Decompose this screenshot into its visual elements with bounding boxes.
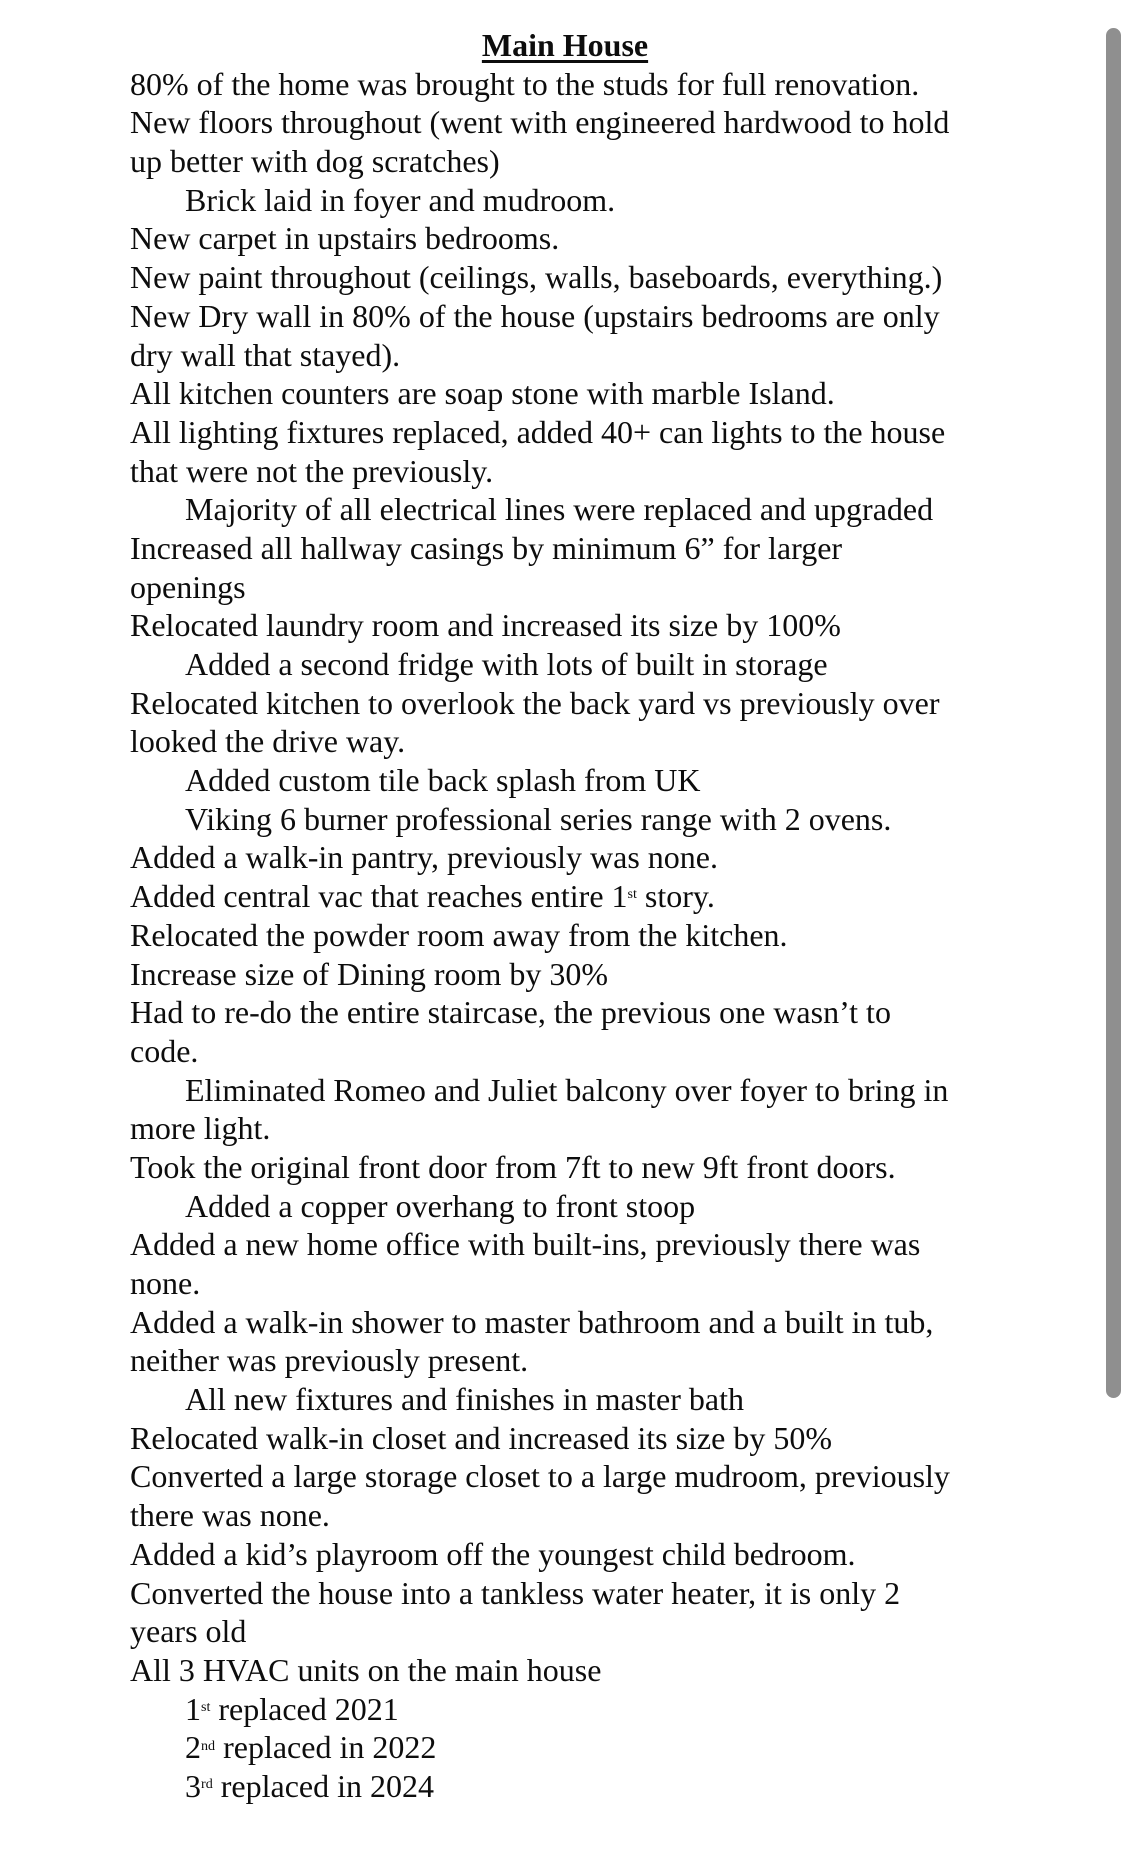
text-line bbox=[130, 645, 1083, 684]
text-segment: looked the drive way. bbox=[130, 723, 406, 760]
text-line bbox=[130, 1303, 1083, 1342]
text-segment: Viking 6 burner professional series range with 2 ovens. bbox=[185, 800, 892, 837]
text-line bbox=[130, 1148, 1083, 1187]
text-segment: Relocated laundry room and increased its size by 100% bbox=[130, 607, 841, 644]
text-segment: New Dry wall in 80% of the house (upstairs bedrooms are only bbox=[130, 297, 940, 334]
text-line bbox=[130, 374, 1083, 413]
text-segment: Added a second fridge with lots of built in storage bbox=[185, 646, 828, 683]
text-line bbox=[130, 1380, 1083, 1419]
text-line bbox=[130, 1767, 1083, 1806]
text-segment: code. bbox=[130, 1032, 199, 1069]
text-line bbox=[130, 413, 1083, 452]
text-segment: Added a kid’s playroom off the youngest child bedroom. bbox=[130, 1535, 856, 1572]
text-line bbox=[130, 336, 1083, 375]
text-line bbox=[130, 955, 1083, 994]
text-line bbox=[130, 1457, 1083, 1496]
text-segment: Converted a large storage closet to a large mudroom, previously bbox=[130, 1458, 950, 1495]
text-segment: All 3 HVAC units on the main house bbox=[130, 1651, 602, 1688]
text-segment: Added a new home office with built-ins, previously there was bbox=[130, 1226, 921, 1263]
text-line bbox=[130, 1690, 1083, 1729]
text-segment: that were not the previously. bbox=[130, 452, 494, 489]
text-segment: New paint throughout (ceilings, walls, baseboards, everything.) bbox=[130, 259, 943, 296]
text-segment: Relocated kitchen to overlook the back yard vs previously over bbox=[130, 684, 940, 721]
text-segment: 3 bbox=[185, 1767, 201, 1804]
text-line bbox=[130, 142, 1083, 181]
text-segment: 80% of the home was brought to the studs for full renovation. bbox=[130, 65, 920, 102]
text-segment: Majority of all electrical lines were replaced and upgraded bbox=[185, 491, 934, 528]
text-line bbox=[130, 258, 1083, 297]
text-segment: Relocated the powder room away from the kitchen. bbox=[130, 916, 788, 953]
text-line bbox=[130, 916, 1083, 955]
text-segment: Added a walk-in shower to master bathroom and a built in tub, bbox=[130, 1303, 934, 1340]
text-segment: All lighting fixtures replaced, added 40+ can lights to the house bbox=[130, 413, 946, 450]
text-line bbox=[130, 722, 1083, 761]
ordinal-superscript: st bbox=[627, 886, 637, 903]
text-segment: Converted the house into a tankless water heater, it is only 2 bbox=[130, 1574, 901, 1611]
text-segment: 1 bbox=[185, 1690, 201, 1727]
text-line bbox=[130, 452, 1083, 491]
text-segment: openings bbox=[130, 568, 246, 605]
text-segment: Added custom tile back splash from UK bbox=[185, 762, 701, 799]
text-segment: Increased all hallway casings by minimum 6” for larger bbox=[130, 529, 843, 566]
text-line bbox=[130, 1612, 1083, 1651]
text-segment: All kitchen counters are soap stone with marble Island. bbox=[130, 375, 835, 412]
text-segment: years old bbox=[130, 1613, 247, 1650]
text-line bbox=[130, 1574, 1083, 1613]
text-line bbox=[130, 1535, 1083, 1574]
text-line bbox=[130, 219, 1083, 258]
text-line bbox=[130, 877, 1083, 916]
text-segment: All new fixtures and finishes in master bath bbox=[185, 1381, 744, 1418]
text-segment: dry wall that stayed). bbox=[130, 336, 401, 373]
text-line bbox=[130, 800, 1083, 839]
text-segment: more light. bbox=[130, 1110, 271, 1147]
text-line bbox=[130, 297, 1083, 336]
text-line bbox=[130, 65, 1083, 104]
ordinal-superscript: st bbox=[201, 1698, 211, 1715]
text-line bbox=[130, 568, 1083, 607]
text-segment: New carpet in upstairs bedrooms. bbox=[130, 220, 560, 257]
text-line bbox=[130, 761, 1083, 800]
scrollbar-thumb[interactable] bbox=[1106, 28, 1121, 1398]
text-segment: replaced in 2024 bbox=[212, 1767, 434, 1804]
text-line bbox=[130, 1728, 1083, 1767]
text-segment: replaced in 2022 bbox=[215, 1729, 437, 1766]
text-segment: Added a walk-in pantry, previously was none. bbox=[130, 839, 718, 876]
text-line bbox=[130, 1032, 1083, 1071]
document-page bbox=[130, 26, 1083, 1806]
text-segment: none. bbox=[130, 1265, 201, 1302]
text-segment: replaced 2021 bbox=[210, 1690, 399, 1727]
text-line bbox=[130, 1225, 1083, 1264]
text-line bbox=[130, 181, 1083, 220]
text-line bbox=[130, 1496, 1083, 1535]
text-line bbox=[130, 103, 1083, 142]
text-segment: Brick laid in foyer and mudroom. bbox=[185, 181, 616, 218]
text-segment: neither was previously present. bbox=[130, 1342, 529, 1379]
text-segment: Had to re-do the entire staircase, the previous one wasn’t to bbox=[130, 994, 891, 1031]
text-line bbox=[130, 1651, 1083, 1690]
text-segment: 2 bbox=[185, 1729, 201, 1766]
ordinal-superscript: rd bbox=[201, 1776, 213, 1793]
text-segment: story. bbox=[636, 878, 715, 915]
text-segment: Eliminated Romeo and Juliet balcony over foyer to bring in bbox=[185, 1071, 949, 1108]
text-segment: there was none. bbox=[130, 1497, 330, 1534]
text-line bbox=[130, 490, 1083, 529]
text-line bbox=[130, 1187, 1083, 1226]
text-line bbox=[130, 684, 1083, 723]
text-segment: New floors throughout (went with engineered hardwood to hold bbox=[130, 104, 950, 141]
text-line bbox=[130, 1264, 1083, 1303]
text-line bbox=[130, 529, 1083, 568]
text-segment: Took the original front door from 7ft to new 9ft front doors. bbox=[130, 1148, 896, 1185]
text-line bbox=[130, 606, 1083, 645]
text-line bbox=[130, 993, 1083, 1032]
text-segment: Relocated walk-in closet and increased its size by 50% bbox=[130, 1419, 832, 1456]
text-line bbox=[130, 1341, 1083, 1380]
document-title: Main House bbox=[481, 27, 649, 63]
text-segment: Added a copper overhang to front stoop bbox=[185, 1187, 696, 1224]
text-line bbox=[130, 838, 1083, 877]
text-segment: Added central vac that reaches entire 1 bbox=[130, 878, 628, 915]
ordinal-superscript: nd bbox=[201, 1737, 216, 1754]
text-line bbox=[130, 1071, 1083, 1110]
text-line bbox=[130, 1109, 1083, 1148]
text-segment: Increase size of Dining room by 30% bbox=[130, 955, 609, 992]
text-line bbox=[130, 1419, 1083, 1458]
text-segment: up better with dog scratches) bbox=[130, 143, 500, 180]
document-body bbox=[130, 65, 1083, 1806]
